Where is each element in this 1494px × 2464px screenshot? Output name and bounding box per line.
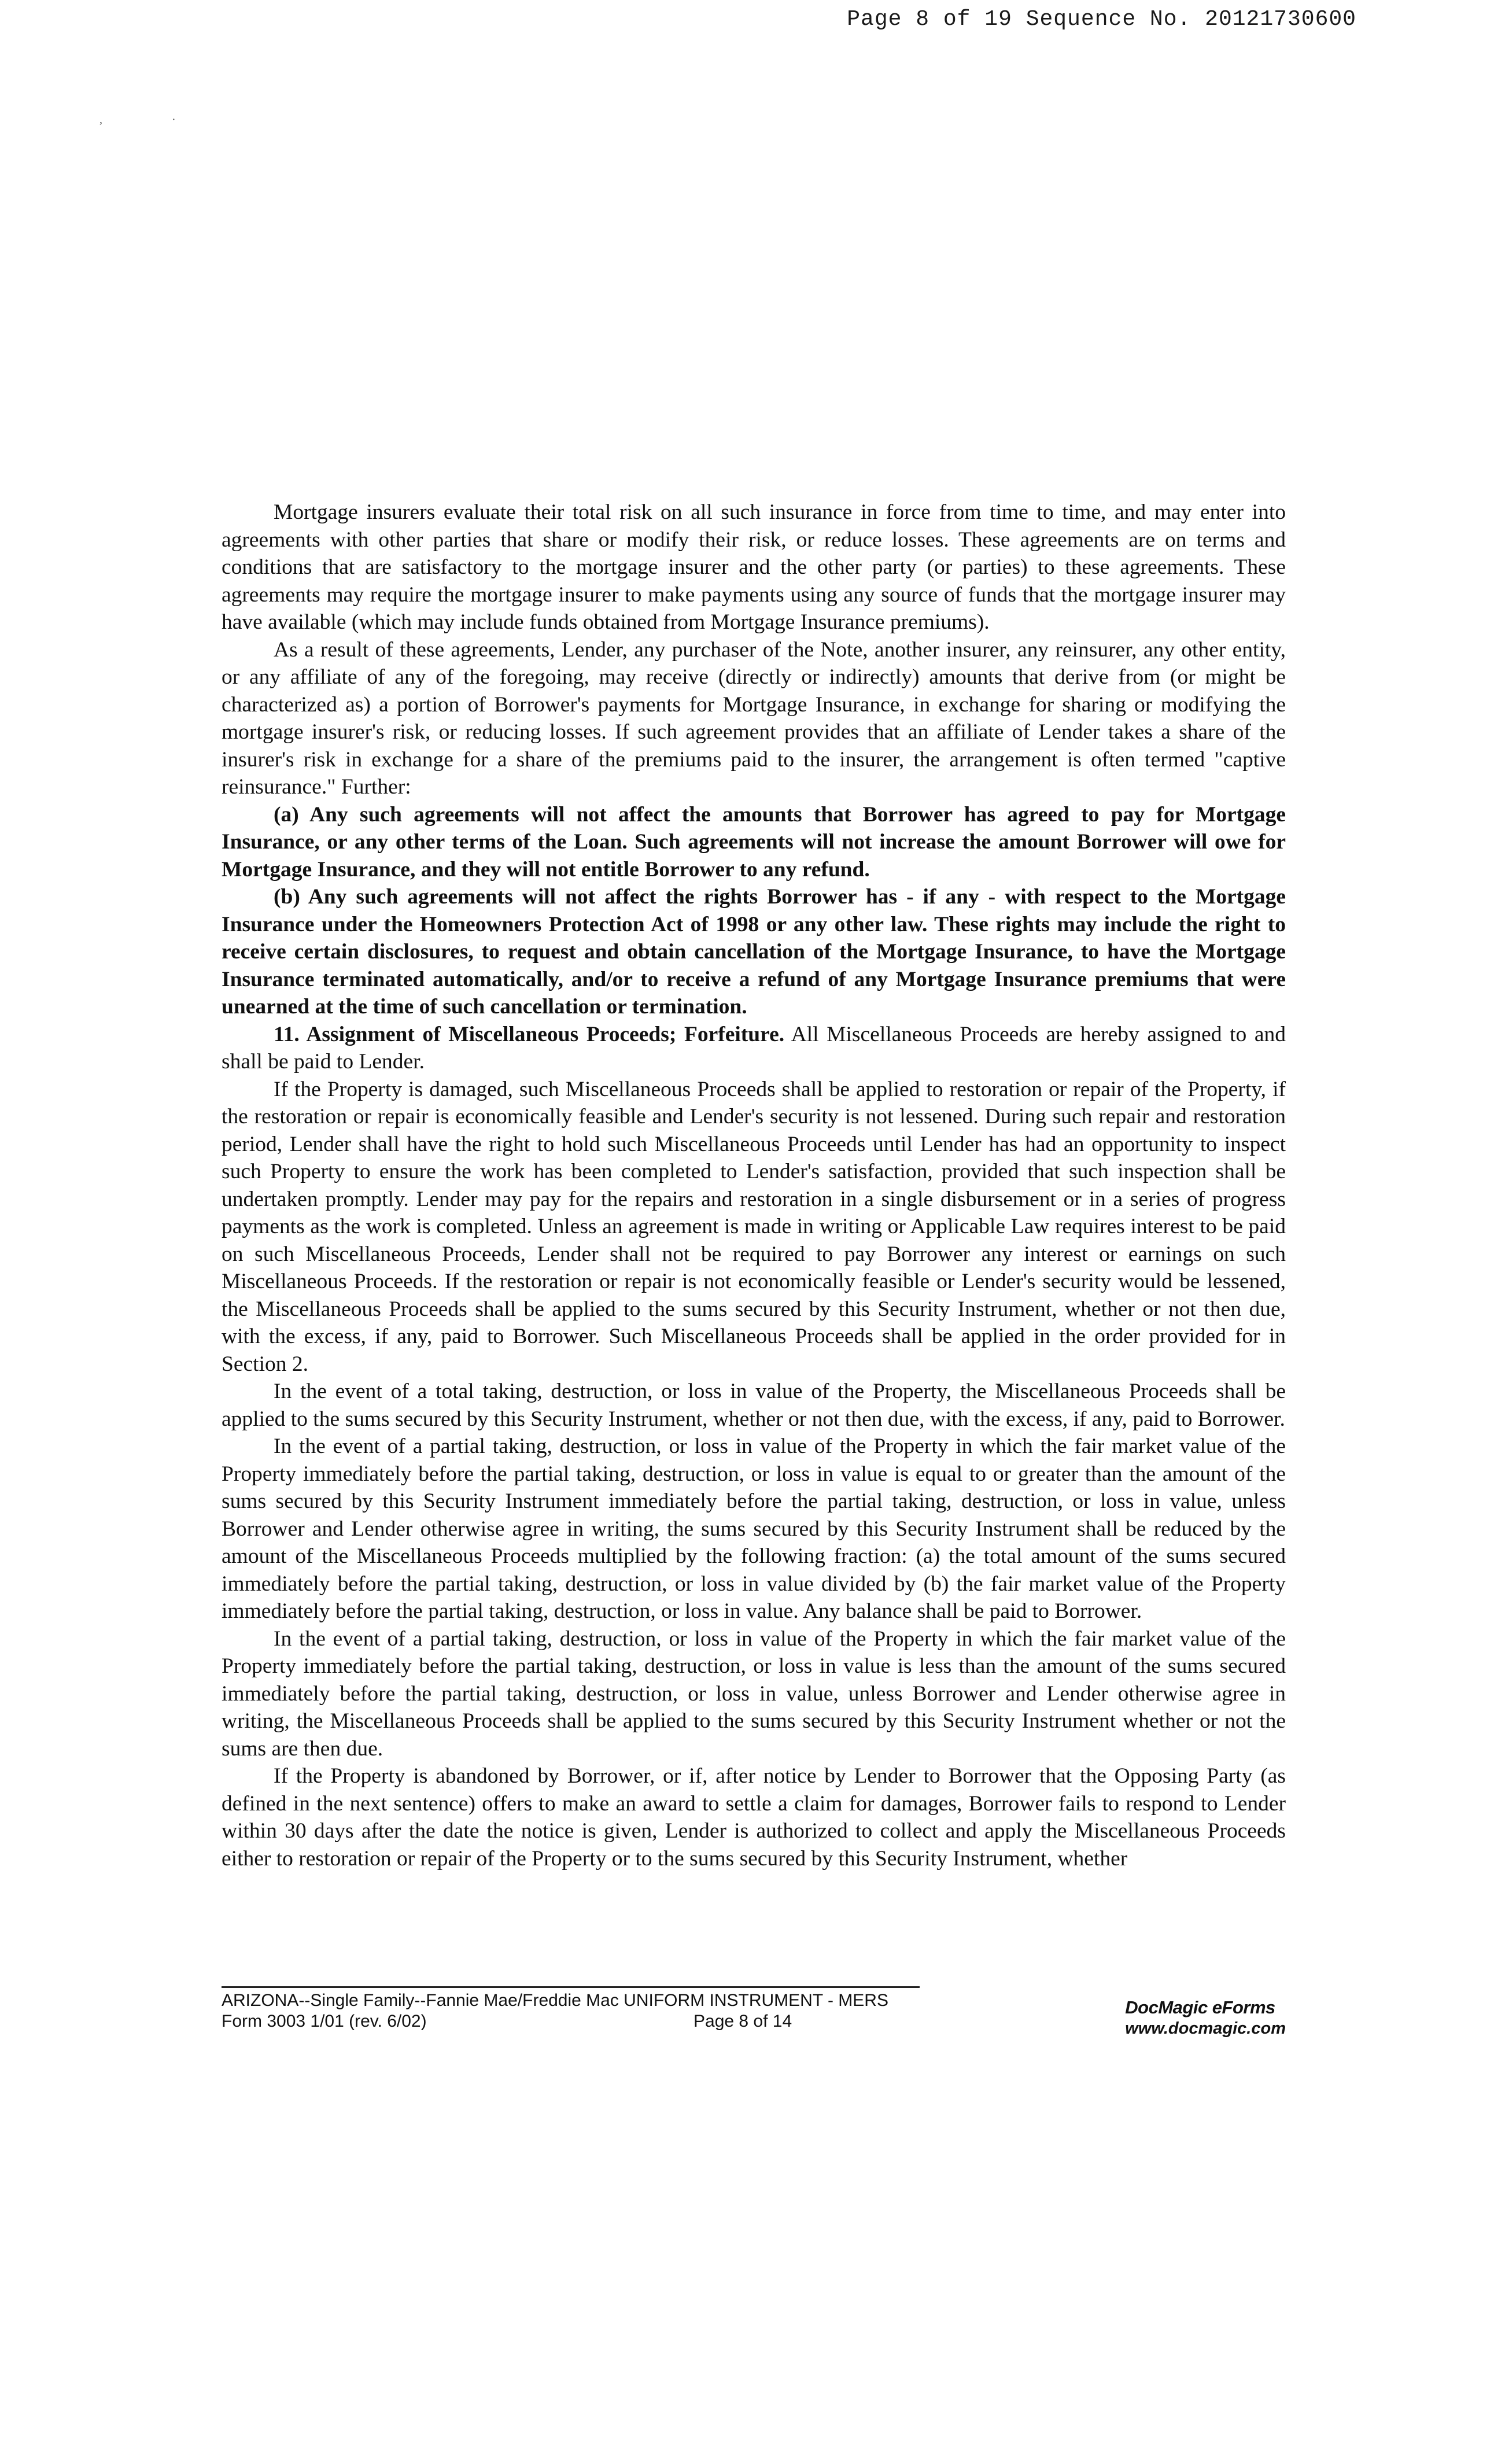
docmagic-url: www.docmagic.com <box>1125 2019 1286 2038</box>
paragraph-clause-a: (a) Any such agreements will not affect the amounts that Borrower has agreed to pay for Mortgage Insurance, or any other terms of the Loan. Such agreements will not increase the amount Borrower will owe for Mortgage Insurance, and they will not entitle Borrower to any refund. <box>222 802 1286 881</box>
section-11-heading: 11. Assignment of Miscellaneous Proceeds; Forfeiture. <box>274 1022 785 1046</box>
paragraph-total-taking: In the event of a total taking, destruction, or loss in value of the Property, the Miscellaneous Proceeds shall be applied to the sums secured by this Security Instrument, whether or not then due, with the excess, if any, paid to Borrower. <box>222 1379 1286 1431</box>
paragraph-property-abandoned: If the Property is abandoned by Borrower, or if, after notice by Lender to Borrower that the Opposing Party (as defined in the next sentence) offers to make an award to settle a claim for damages, Borrower fails to respond to Lender within 30 days after the date the notice is given, Lender is authorized to collect and apply the Miscellaneous Proceeds either to restoration or repair of the Property or to the sums secured by this Security Instrument, whether <box>222 1764 1286 1871</box>
sequence-header: Page 8 of 19 Sequence No. 20121730600 <box>847 7 1356 32</box>
paragraph-partial-taking-greater: In the event of a partial taking, destruction, or loss in value of the Property in which the fair market value of the Property immediately before the partial taking, destruction, or loss in value is equal to or greater than the amount of the sums secured by this Security Instrument immediately before the partial taking, destruction, or loss in value, unless Borrower and Lender otherwise agree in writing, the sums secured by this Security Instrument shall be reduced by the amount of the Miscellaneous Proceeds multiplied by the following fraction: (a) the total amount of the sums secured immediately before the partial taking, destruction, or loss in value divided by (b) the fair market value of the Property immediately before the partial taking, destruction, or loss in value. Any balance shall be paid to Borrower. <box>222 1434 1286 1623</box>
section-11-text: All Miscellaneous Proceeds are hereby assigned to and shall be paid to Lender. <box>222 1022 1286 1074</box>
form-number: Form 3003 1/01 (rev. 6/02) <box>222 2012 427 2031</box>
paragraph-agreements-result: As a result of these agreements, Lender, any purchaser of the Note, another insurer, any reinsurer, any other entity, or any affiliate of any of the foregoing, may receive (directly or indirectly) amounts that derive from (or might be characterized as) a portion of Borrower's payments for Mortgage Insurance, in exchange for sharing or modifying the mortgage insurer's risk, or reducing losses. If such agreement provides that an affiliate of Lender takes a share of the insurer's risk in exchange for a share of the premiums paid to the insurer, the arrangement is often termed "captive reinsurance." Further: <box>222 637 1286 799</box>
paragraph-clause-b: (b) Any such agreements will not affect the rights Borrower has - if any - with respect to the Mortgage Insurance under the Homeowners Protection Act of 1998 or any other law. These rights may include the right to receive certain disclosures, to request and obtain cancellation of the Mortgage Insurance, to have the Mortgage Insurance terminated automatically, and/or to receive a refund of any Mortgage Insurance premiums that were unearned at the time of such cancellation or termination. <box>222 885 1286 1019</box>
scan-specks: , · <box>99 113 176 126</box>
docmagic-logo: DocMagic eForms <box>1125 1997 1275 2017</box>
paragraph-mortgage-insurers: Mortgage insurers evaluate their total risk on all such insurance in force from time to time, and may enter into agreements with other parties that share or modify their risk, or reduce losses. These agreements are on terms and conditions that are satisfactory to the mortgage insurer and the other party (or parties) to these agreements. These agreements may require the mortgage insurer to make payments using any source of funds that the mortgage insurer may have available (which may include funds obtained from Mortgage Insurance premiums). <box>222 500 1286 634</box>
section-11-paragraph <box>222 1021 1286 1076</box>
form-title: ARIZONA--Single Family--Fannie Mae/Freddie Mac UNIFORM INSTRUMENT - MERS <box>222 1991 888 2010</box>
page-number: Page 8 of 14 <box>693 2012 792 2031</box>
form-footer <box>222 1986 1286 2039</box>
paragraph-property-damaged: If the Property is damaged, such Miscellaneous Proceeds shall be applied to restoration or repair of the Property, if the restoration or repair is economically feasible and Lender's security is not lessened. During such repair and restoration period, Lender shall have the right to hold such Miscellaneous Proceeds until Lender has had an opportunity to inspect such Property to ensure the work has been completed to Lender's satisfaction, provided that such inspection shall be undertaken promptly. Lender may pay for the repairs and restoration in a single disbursement or in a series of progress payments as the work is completed. Unless an agreement is made in writing or Applicable Law requires interest to be paid on such Miscellaneous Proceeds, Lender shall not be required to pay Borrower any interest or earnings on such Miscellaneous Proceeds. If the restoration or repair is not economically feasible or Lender's security would be lessened, the Miscellaneous Proceeds shall be applied to the sums secured by this Security Instrument, whether or not then due, with the excess, if any, paid to Borrower. Such Miscellaneous Proceeds shall be applied in the order provided for in Section 2. <box>222 1077 1286 1376</box>
paragraph-partial-taking-less: In the event of a partial taking, destruction, or loss in value of the Property in which the fair market value of the Property immediately before the partial taking, destruction, or loss in value is less than the amount of the sums secured immediately before the partial taking, destruction, or loss in value, unless Borrower and Lender otherwise agree in writing, the Miscellaneous Proceeds shall be applied to the sums secured by this Security Instrument whether or not the sums are then due. <box>222 1626 1286 1761</box>
footer-divider <box>222 1986 920 1988</box>
document-body <box>222 499 1286 1872</box>
